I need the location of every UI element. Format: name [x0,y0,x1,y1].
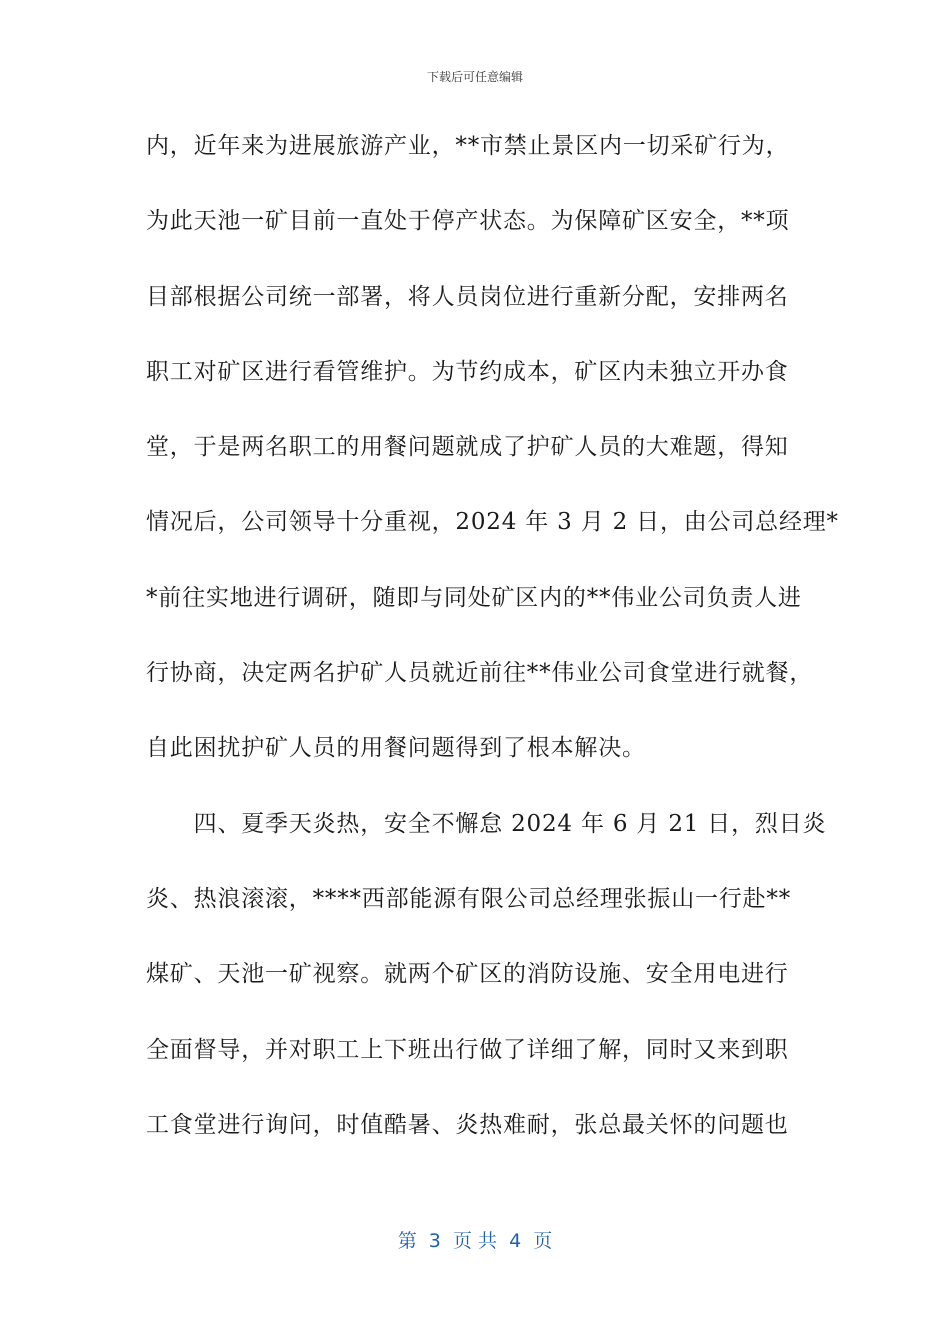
body-line: 堂，于是两名职工的用餐问题就成了护矿人员的大难题，得知 [146,434,789,461]
body-line: 自此困扰护矿人员的用餐问题得到了根本解决。 [146,735,646,762]
body-line: 炎、热浪滚滚，****西部能源有限公司总经理张振山一行赴** [146,885,791,912]
body-line: 内，近年来为进展旅游产业，**市禁止景区内一切采矿行为， [146,133,790,159]
body-line: 行协商，决定两名护矿人员就近前往**伟业公司食堂进行就餐， [146,660,814,687]
body-line: 情况后，公司领导十分重视，2024 年 3 月 2 日，由公司总经理* [146,509,839,536]
body-line: 工食堂进行询问，时值酷暑、炎热难耐，张总最关怀的问题也 [146,1111,789,1138]
body-line: 煤矿、天池一矿视察。就两个矿区的消防设施、安全用电进行 [146,961,789,988]
body-line: 为此天池一矿目前一直处于停产状态。为保障矿区安全，**项 [146,208,790,235]
body-line: 四、夏季天炎热，安全不懈怠 2024 年 6 月 21 日，烈日炎 [146,810,827,837]
body-line: 职工对矿区进行看管维护。为节约成本，矿区内未独立开办食 [146,358,789,385]
page-number-footer: 第 3 页 共 4 页 [397,1230,553,1252]
body-line: 全面督导，并对职工上下班出行做了详细了解，同时又来到职 [146,1036,789,1063]
body-line: *前往实地进行调研，随即与同处矿区内的**伟业公司负责人进 [146,584,802,611]
page-header-note: 下载后可任意编辑 [426,70,523,84]
document-body [146,124,839,1178]
body-line: 目部根据公司统一部署，将人员岗位进行重新分配，安排两名 [146,283,789,310]
